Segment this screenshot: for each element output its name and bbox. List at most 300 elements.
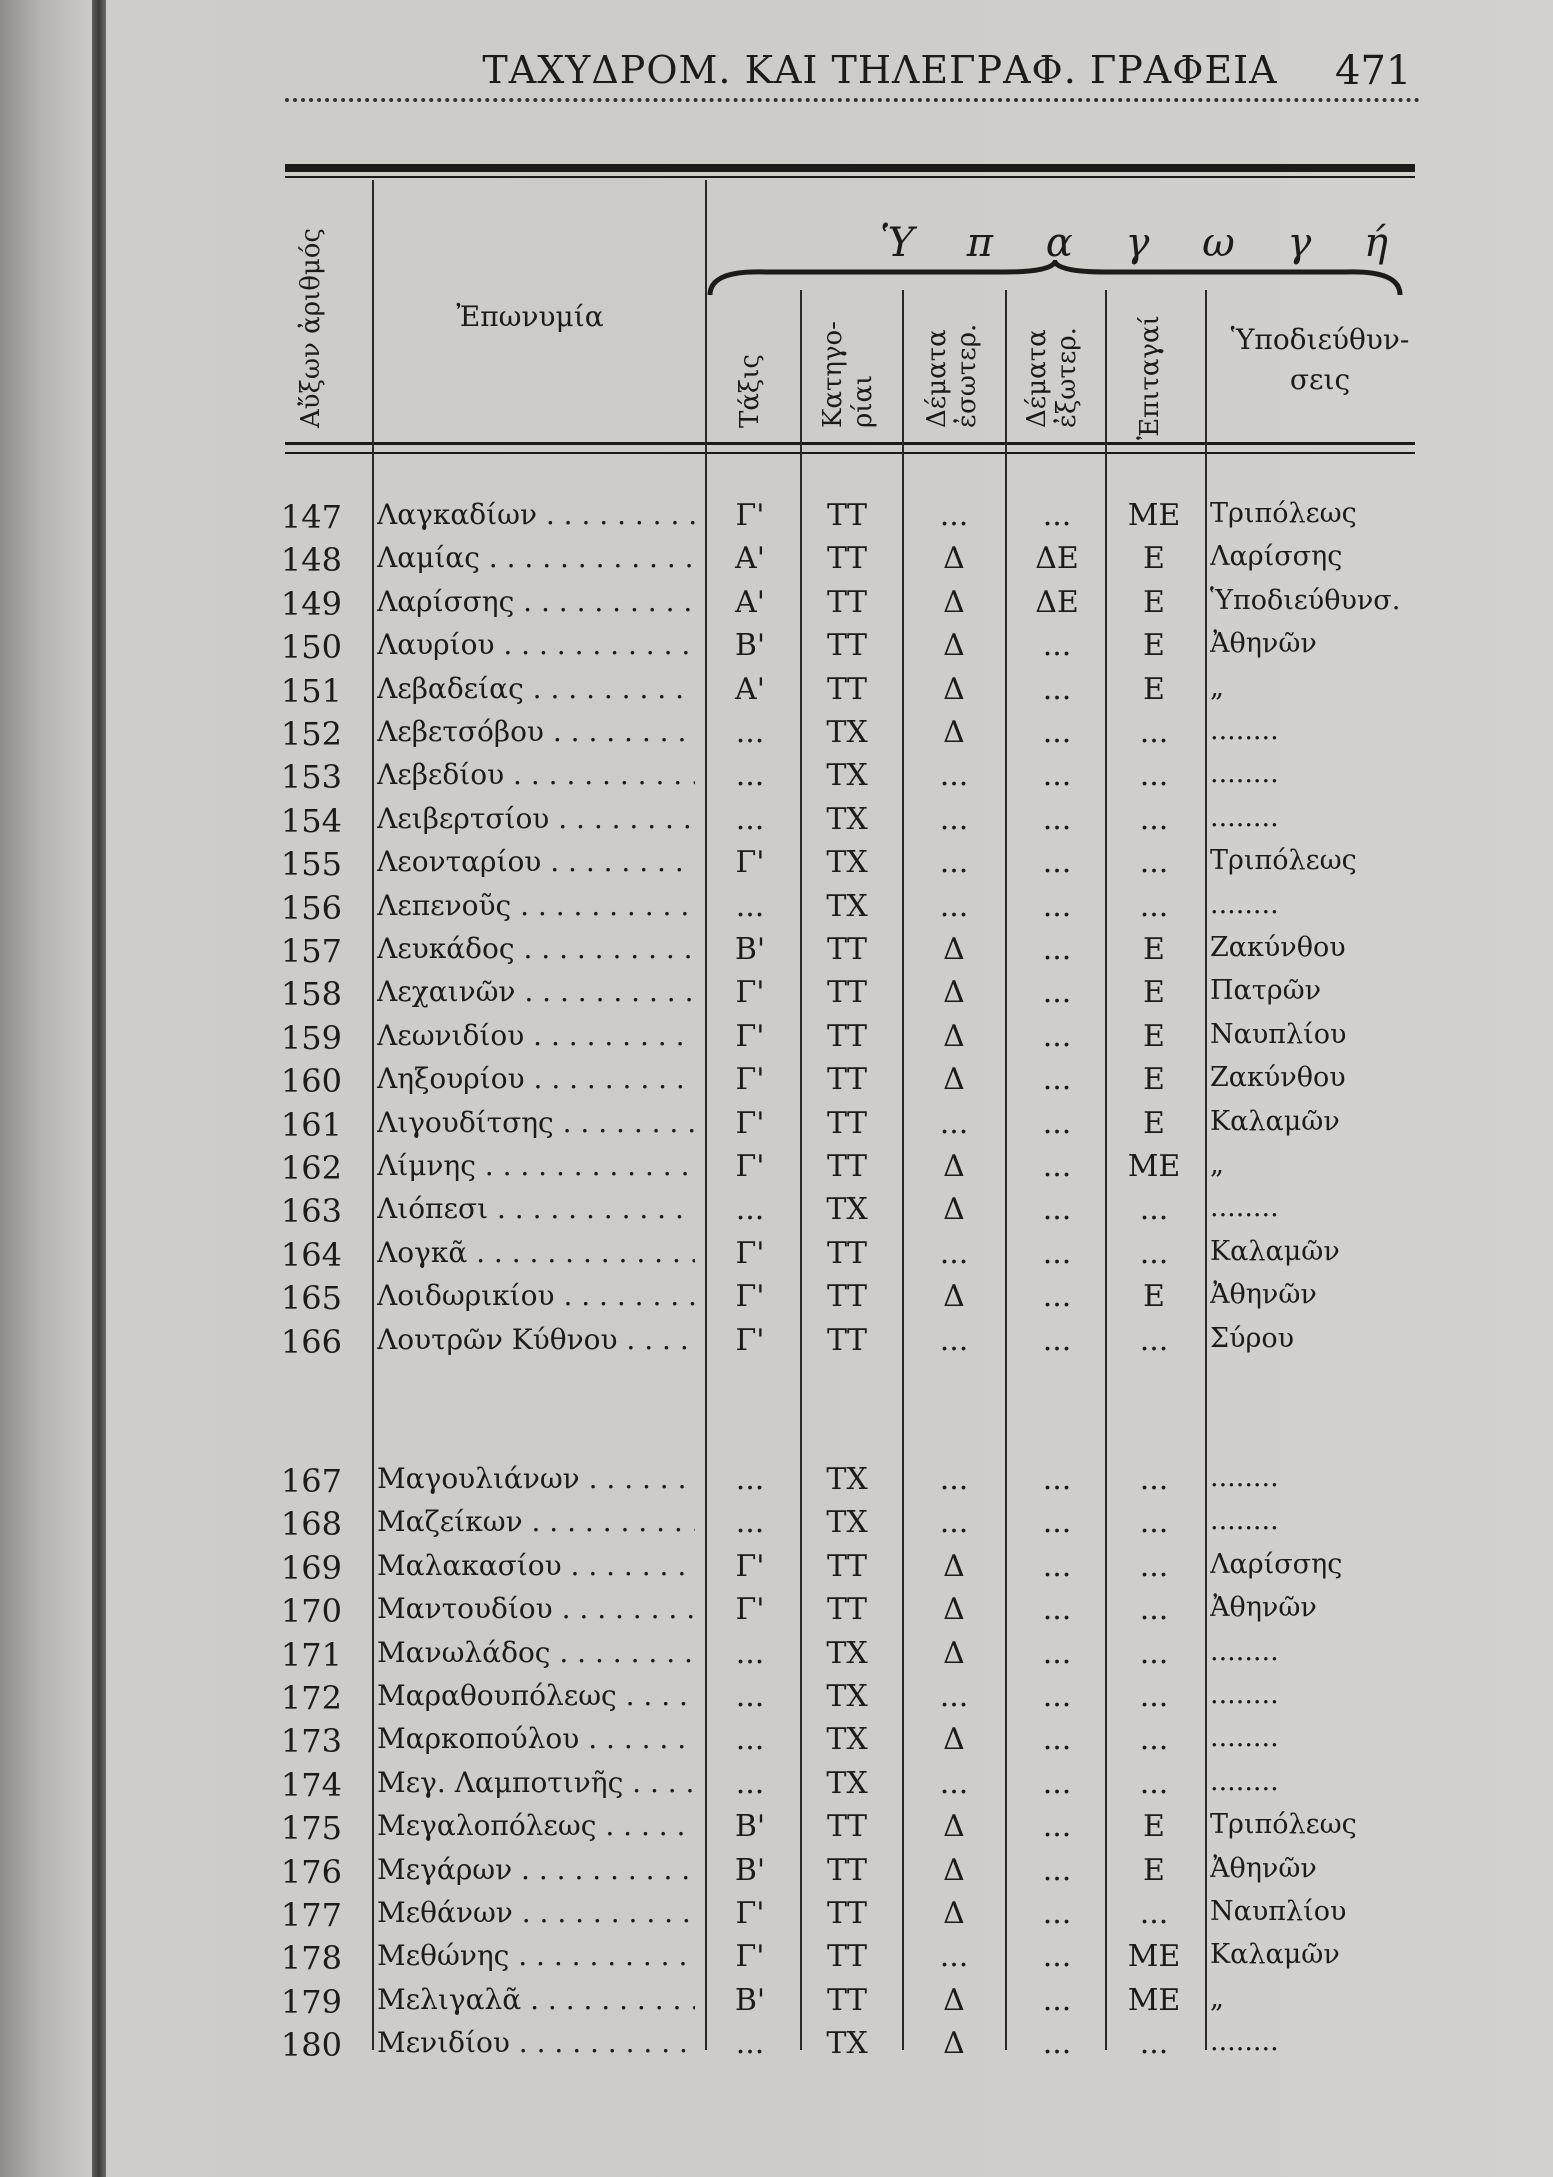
serial-number-cell: 175	[280, 1809, 342, 1848]
table-row	[0, 1896, 1553, 1936]
category-cell: ΤΧ	[826, 1722, 868, 1758]
table-row	[0, 975, 1553, 1015]
money-orders-cell: Ε	[1143, 932, 1165, 967]
table-row	[0, 1809, 1553, 1849]
subdirectorate-cell: ........	[1210, 1679, 1279, 1710]
category-cell: ΤΧ	[826, 1679, 868, 1714]
money-orders-cell: ...	[1139, 1322, 1169, 1358]
taxis-cell: ...	[735, 1635, 765, 1671]
taxis-cell: ...	[735, 2026, 765, 2062]
category-cell: ΤΤ	[826, 932, 868, 967]
serial-number-cell: 151	[280, 671, 342, 710]
subdirectorate-cell: Ζακύνθου	[1210, 1062, 1346, 1094]
table-row	[0, 932, 1553, 972]
parcels-foreign-cell: ...	[1042, 932, 1072, 967]
serial-number-cell: 176	[280, 1852, 342, 1891]
table-row	[0, 1279, 1553, 1319]
column-header-name: Ἐπωνυμία	[456, 300, 604, 333]
name-cell: Λεβεδίου . . .	[377, 758, 695, 791]
parcels-foreign-cell: ΔΕ	[1035, 541, 1079, 577]
money-orders-cell: Ε	[1143, 1062, 1165, 1098]
parcels-domestic-cell: Δ	[943, 715, 965, 750]
table-row	[0, 1106, 1553, 1146]
serial-number-cell: 169	[280, 1548, 342, 1587]
taxis-cell: Β'	[734, 1852, 766, 1888]
taxis-cell: ...	[735, 1679, 765, 1714]
header-bottom-rule	[285, 442, 1415, 445]
column-header-serial: Αὔξων ἀριθμός	[296, 228, 326, 428]
table-row	[0, 1323, 1553, 1363]
taxis-cell: ...	[735, 801, 765, 837]
parcels-foreign-cell: ...	[1042, 975, 1072, 1011]
parcels-foreign-cell: ...	[1042, 1765, 1072, 1801]
parcels-foreign-cell: ...	[1042, 758, 1072, 794]
category-cell: ΤΤ	[826, 541, 868, 577]
name-cell: Λεβετσόβου . . .	[377, 715, 695, 748]
page-number: 471	[1335, 48, 1412, 94]
parcels-foreign-cell: ...	[1042, 1592, 1072, 1628]
serial-number-cell: 171	[280, 1635, 342, 1674]
name-cell: Λαμίας . . .	[377, 541, 695, 574]
subdirectorate-cell: Πατρῶν	[1210, 975, 1322, 1007]
subdirectorate-cell: ........	[1210, 715, 1279, 746]
taxis-cell: ...	[735, 1722, 765, 1758]
taxis-cell: Γ'	[735, 845, 765, 881]
money-orders-cell: Ε	[1143, 671, 1165, 707]
name-cell: Μελιγαλᾶ . . .	[377, 1983, 695, 2016]
parcels-foreign-cell: ...	[1042, 1322, 1072, 1358]
table-top-rule	[285, 164, 1415, 172]
serial-number-cell: 150	[280, 628, 342, 667]
serial-number-cell: 147	[280, 498, 342, 536]
parcels-domestic-cell: ...	[939, 1679, 969, 1714]
category-cell: ΤΤ	[826, 1279, 868, 1315]
money-orders-cell: ...	[1139, 1548, 1169, 1584]
column-header-demata-eso: Δέματα ἐσωτερ.	[922, 323, 982, 428]
subdirectorate-cell: Τριπόλεως	[1210, 845, 1357, 877]
category-cell: ΤΤ	[826, 584, 868, 620]
name-cell: Λουτρῶν Κύθνου . . .	[377, 1323, 695, 1356]
taxis-cell: ...	[735, 888, 765, 924]
column-header-kategoriai: Κατηγο-ρίαι	[818, 321, 878, 428]
serial-number-cell: 179	[280, 1982, 342, 2021]
parcels-foreign-cell: ...	[1042, 1679, 1072, 1714]
category-cell: ΤΧ	[826, 1505, 868, 1541]
serial-number-cell: 173	[280, 1722, 342, 1761]
subdirectorate-cell: Καλαμῶν	[1210, 1235, 1340, 1267]
taxis-cell: Α'	[735, 671, 765, 707]
parcels-domestic-cell: Δ	[943, 584, 965, 620]
parcels-domestic-cell: Δ	[943, 628, 965, 664]
taxis-cell: Β'	[734, 932, 766, 967]
parcels-domestic-cell: Δ	[943, 1279, 965, 1315]
name-cell: Λεονταρίου . . .	[377, 845, 695, 878]
name-cell: Λεπενοῦς . . .	[377, 889, 695, 922]
name-cell: Λεωνιδίου . . .	[377, 1019, 695, 1052]
table-row	[0, 889, 1553, 929]
table-row	[0, 1853, 1553, 1893]
parcels-domestic-cell: Δ	[943, 541, 965, 577]
parcels-domestic-cell: Δ	[943, 932, 965, 967]
name-cell: Μαρκοπούλου . . .	[377, 1722, 695, 1755]
parcels-domestic-cell: Δ	[943, 1635, 965, 1671]
parcels-foreign-cell: ...	[1042, 1462, 1072, 1497]
name-cell: Λεβαδείας . . .	[377, 672, 695, 705]
parcels-foreign-cell: ...	[1042, 1635, 1072, 1671]
parcels-foreign-cell: ...	[1042, 888, 1072, 924]
serial-number-cell: 161	[280, 1105, 342, 1144]
subdirectorate-cell: ........	[1210, 1722, 1279, 1754]
taxis-cell: Α'	[735, 584, 765, 620]
table-row	[0, 1019, 1553, 1059]
name-cell: Μανωλάδος . . .	[377, 1636, 695, 1669]
parcels-foreign-cell: ...	[1042, 2026, 1072, 2062]
name-cell: Μαζείκων . . .	[377, 1505, 695, 1538]
parcels-foreign-cell: ...	[1042, 498, 1072, 533]
parcels-foreign-cell: ...	[1042, 715, 1072, 750]
category-cell: ΤΤ	[826, 1896, 868, 1931]
parcels-domestic-cell: Δ	[943, 1149, 965, 1184]
money-orders-cell: ...	[1139, 1635, 1169, 1671]
serial-number-cell: 178	[280, 1939, 342, 1978]
parcels-foreign-cell: ...	[1042, 1149, 1072, 1184]
parcels-foreign-cell: ...	[1042, 1896, 1072, 1931]
money-orders-cell: Ε	[1143, 975, 1165, 1011]
parcels-domestic-cell: Δ	[943, 1062, 965, 1098]
parcels-foreign-cell: ...	[1042, 1505, 1072, 1541]
category-cell: ΤΧ	[826, 715, 868, 750]
taxis-cell: ...	[735, 1462, 765, 1497]
parcels-domestic-cell: ...	[939, 1505, 969, 1541]
table-row	[0, 1983, 1553, 2023]
table-row	[0, 845, 1553, 885]
table-row	[0, 1192, 1553, 1232]
table-row	[0, 498, 1553, 538]
subdirectorate-cell: ........	[1210, 888, 1279, 920]
money-orders-cell: ...	[1139, 801, 1169, 837]
name-cell: Μαντουδίου . . .	[377, 1592, 695, 1625]
taxis-cell: Γ'	[735, 1322, 765, 1358]
subdirectorate-cell: Ζακύνθου	[1210, 932, 1346, 963]
taxis-cell: Γ'	[735, 1939, 765, 1975]
table-row	[0, 672, 1553, 712]
parcels-domestic-cell: ...	[939, 801, 969, 837]
category-cell: ΤΤ	[826, 671, 868, 707]
table-row	[0, 541, 1553, 581]
table-row	[0, 628, 1553, 668]
taxis-cell: ...	[735, 1765, 765, 1801]
name-cell: Μενιδίου . . .	[377, 2026, 695, 2059]
name-cell: Λευκάδος . . .	[377, 932, 695, 965]
table-row	[0, 1636, 1553, 1676]
category-cell: ΤΧ	[826, 1765, 868, 1801]
parcels-domestic-cell: Δ	[943, 1852, 965, 1888]
table-row	[0, 1939, 1553, 1979]
category-cell: ΤΤ	[826, 1939, 868, 1975]
subdirectorate-cell: ........	[1210, 2026, 1279, 2058]
category-cell: ΤΤ	[826, 1062, 868, 1098]
category-cell: ΤΤ	[826, 1982, 868, 2018]
serial-number-cell: 159	[280, 1018, 342, 1057]
money-orders-cell: ...	[1139, 1679, 1169, 1714]
name-cell: Λαρίσσης . . .	[377, 585, 695, 618]
parcels-domestic-cell: Δ	[943, 671, 965, 707]
subdirectorate-cell: „	[1210, 1149, 1224, 1180]
money-orders-cell: Ε	[1143, 1279, 1165, 1315]
money-orders-cell: ...	[1139, 1765, 1169, 1801]
money-orders-cell: ...	[1139, 845, 1169, 881]
money-orders-cell: ΜΕ	[1127, 1939, 1181, 1975]
serial-number-cell: 170	[280, 1592, 342, 1631]
serial-number-cell: 172	[280, 1679, 342, 1717]
parcels-domestic-cell: Δ	[943, 1192, 965, 1228]
name-cell: Λαγκαδίων . . .	[377, 498, 695, 531]
dotted-rule	[285, 98, 1420, 102]
column-header-epitagai: Ἐπιταγαί	[1135, 315, 1165, 440]
parcels-domestic-cell: ...	[939, 845, 969, 881]
parcels-domestic-cell: Δ	[943, 1018, 965, 1054]
table-row	[0, 1592, 1553, 1632]
serial-number-cell: 158	[280, 975, 342, 1014]
serial-number-cell: 152	[280, 715, 342, 753]
subdirectorate-cell: „	[1210, 671, 1224, 703]
subdirectorate-cell: ........	[1210, 758, 1279, 790]
parcels-domestic-cell: ...	[939, 888, 969, 924]
taxis-cell: Α'	[735, 541, 765, 577]
taxis-cell: Γ'	[735, 1235, 765, 1271]
money-orders-cell: Ε	[1143, 1105, 1165, 1141]
serial-number-cell: 166	[280, 1322, 342, 1361]
column-header-demata-exo: Δέματα ἐξωτερ.	[1022, 327, 1082, 428]
subdirectorate-cell: Τριπόλεως	[1210, 498, 1357, 529]
category-cell: ΤΤ	[826, 628, 868, 664]
taxis-cell: Γ'	[735, 1279, 765, 1315]
table-row	[0, 1505, 1553, 1545]
table-row	[0, 585, 1553, 625]
table-row	[0, 1679, 1553, 1719]
parcels-domestic-cell: Δ	[943, 1548, 965, 1584]
parcels-foreign-cell: ...	[1042, 1939, 1072, 1975]
taxis-cell: Γ'	[735, 1896, 765, 1931]
taxis-cell: Γ'	[735, 1062, 765, 1098]
taxis-cell: Γ'	[735, 1592, 765, 1628]
name-cell: Λιόπεσι . . .	[377, 1192, 695, 1225]
money-orders-cell: ...	[1139, 1896, 1169, 1931]
parcels-foreign-cell: ...	[1042, 1062, 1072, 1098]
serial-number-cell: 154	[280, 801, 342, 840]
parcels-domestic-cell: ...	[939, 498, 969, 533]
money-orders-cell: ΜΕ	[1127, 1982, 1181, 2018]
taxis-cell: ...	[735, 715, 765, 750]
name-cell: Μαλακασίου . . .	[377, 1549, 695, 1582]
parcels-foreign-cell: ...	[1042, 1235, 1072, 1271]
parcels-foreign-cell: ...	[1042, 671, 1072, 707]
subdirectorate-cell: Λαρίσσης	[1210, 1548, 1343, 1580]
parcels-domestic-cell: ...	[939, 1105, 969, 1141]
parcels-foreign-cell: ...	[1042, 1809, 1072, 1845]
taxis-cell: Γ'	[735, 1548, 765, 1584]
subdirectorate-cell: Ναυπλίου	[1210, 1896, 1347, 1927]
name-cell: Μαγουλιάνων . . .	[377, 1462, 695, 1495]
serial-number-cell: 149	[280, 584, 342, 623]
category-cell: ΤΤ	[826, 1105, 868, 1141]
money-orders-cell: Ε	[1143, 1018, 1165, 1054]
subdirectorate-cell: „	[1210, 1982, 1224, 2014]
category-cell: ΤΤ	[826, 1852, 868, 1888]
money-orders-cell: ...	[1139, 1505, 1169, 1541]
category-cell: ΤΧ	[826, 1462, 868, 1497]
subdirectorate-cell: Ἀθηνῶν	[1210, 1592, 1317, 1624]
subdirectorate-cell: Ἀθηνῶν	[1210, 1852, 1317, 1884]
money-orders-cell: ...	[1139, 715, 1169, 750]
taxis-cell: Γ'	[735, 975, 765, 1011]
serial-number-cell: 168	[280, 1505, 342, 1544]
taxis-cell: Β'	[734, 1809, 766, 1845]
table-row	[0, 758, 1553, 798]
name-cell: Λογκᾶ . . .	[377, 1236, 695, 1269]
subdirectorate-cell: Ἀθηνῶν	[1210, 1279, 1317, 1311]
name-cell: Λιγουδίτσης . . .	[377, 1106, 695, 1139]
subdirectorate-cell: ........	[1210, 1635, 1279, 1667]
parcels-foreign-cell: ...	[1042, 1982, 1072, 2018]
taxis-cell: ...	[735, 1192, 765, 1228]
money-orders-cell: ...	[1139, 1235, 1169, 1271]
table-row	[0, 1236, 1553, 1276]
money-orders-cell: ΜΕ	[1127, 498, 1181, 533]
category-cell: ΤΤ	[826, 1235, 868, 1271]
column-header-taxis: Τάξις	[735, 354, 765, 428]
parcels-domestic-cell: Δ	[943, 1809, 965, 1845]
subdirectorate-cell: ........	[1210, 801, 1279, 833]
group-title: Ὑ π α γ ω γ ή	[880, 220, 1409, 266]
category-cell: ΤΤ	[826, 498, 868, 533]
parcels-foreign-cell: ...	[1042, 1852, 1072, 1888]
parcels-foreign-cell: ...	[1042, 1279, 1072, 1315]
serial-number-cell: 165	[280, 1279, 342, 1318]
parcels-foreign-cell: ...	[1042, 628, 1072, 664]
table-row	[0, 2026, 1553, 2066]
taxis-cell: ...	[735, 1505, 765, 1541]
subdirectorate-cell: ........	[1210, 1192, 1279, 1224]
parcels-foreign-cell: ...	[1042, 1548, 1072, 1584]
table-top-rule-thin	[285, 176, 1415, 178]
parcels-domestic-cell: ...	[939, 1235, 969, 1271]
category-cell: ΤΧ	[826, 845, 868, 881]
table-row	[0, 1062, 1553, 1102]
parcels-domestic-cell: Δ	[943, 1722, 965, 1758]
name-cell: Ληξουρίου . . .	[377, 1062, 695, 1095]
name-cell: Μεθώνης . . .	[377, 1939, 695, 1972]
table-row	[0, 715, 1553, 755]
taxis-cell: Β'	[734, 1982, 766, 2018]
name-cell: Λαυρίου . . .	[377, 628, 695, 661]
serial-number-cell: 164	[280, 1235, 342, 1274]
category-cell: ΤΤ	[826, 1018, 868, 1054]
serial-number-cell: 155	[280, 845, 342, 884]
table-row	[0, 1462, 1553, 1502]
category-cell: ΤΤ	[826, 1149, 868, 1184]
parcels-foreign-cell: ΔΕ	[1035, 584, 1079, 620]
serial-number-cell: 177	[280, 1896, 342, 1934]
subdirectorate-cell: ........	[1210, 1765, 1279, 1797]
table-row	[0, 1766, 1553, 1806]
parcels-domestic-cell: Δ	[943, 1896, 965, 1931]
parcels-domestic-cell: ...	[939, 758, 969, 794]
subdirectorate-cell: ........	[1210, 1462, 1279, 1493]
taxis-cell: Γ'	[735, 1149, 765, 1184]
parcels-domestic-cell: ...	[939, 1939, 969, 1975]
category-cell: ΤΧ	[826, 2026, 868, 2062]
serial-number-cell: 180	[280, 2026, 342, 2065]
money-orders-cell: ...	[1139, 758, 1169, 794]
name-cell: Λειβερτσίου . . .	[377, 802, 695, 835]
category-cell: ΤΧ	[826, 888, 868, 924]
running-title: ΤΑΧΥΔΡΟΜ. ΚΑΙ ΤΗΛΕΓΡΑΦ. ΓΡΑΦΕΙΑ	[482, 48, 1278, 92]
parcels-domestic-cell: ...	[939, 1462, 969, 1497]
category-cell: ΤΧ	[826, 1635, 868, 1671]
taxis-cell: Β'	[734, 628, 766, 664]
serial-number-cell: 160	[280, 1062, 342, 1101]
money-orders-cell: ...	[1139, 888, 1169, 924]
parcels-domestic-cell: Δ	[943, 2026, 965, 2062]
serial-number-cell: 163	[280, 1192, 342, 1231]
table-row	[0, 1549, 1553, 1589]
money-orders-cell: Ε	[1143, 584, 1165, 620]
serial-number-cell: 174	[280, 1765, 342, 1804]
name-cell: Μεγάρων . . .	[377, 1853, 695, 1886]
name-cell: Μεγαλοπόλεως . . .	[377, 1809, 695, 1842]
subdirectorate-cell: Σύρου	[1210, 1322, 1295, 1354]
serial-number-cell: 156	[280, 888, 342, 927]
money-orders-cell: Ε	[1143, 628, 1165, 664]
subdirectorate-cell: ........	[1210, 1505, 1279, 1537]
parcels-foreign-cell: ...	[1042, 1105, 1072, 1141]
parcels-foreign-cell: ...	[1042, 1722, 1072, 1758]
name-cell: Μαραθουπόλεως . . .	[377, 1679, 695, 1712]
subdirectorate-cell: Ναυπλίου	[1210, 1018, 1347, 1050]
category-cell: ΤΤ	[826, 1548, 868, 1584]
name-cell: Μεγ. Λαμποτινῆς . . .	[377, 1766, 695, 1799]
table-row	[0, 802, 1553, 842]
taxis-cell: Γ'	[735, 498, 765, 533]
subdirectorate-cell: Ὑποδιεύθυνσ.	[1210, 584, 1401, 616]
category-cell: ΤΤ	[826, 1809, 868, 1845]
subdirectorate-cell: Καλαμῶν	[1210, 1939, 1340, 1971]
name-cell: Μεθάνων . . .	[377, 1896, 695, 1929]
subdirectorate-cell: Τριπόλεως	[1210, 1809, 1357, 1841]
category-cell: ΤΧ	[826, 758, 868, 794]
money-orders-cell: ...	[1139, 1592, 1169, 1628]
parcels-domestic-cell: ...	[939, 1322, 969, 1358]
parcels-foreign-cell: ...	[1042, 1192, 1072, 1228]
serial-number-cell: 167	[280, 1462, 342, 1500]
name-cell: Λίμνης . . .	[377, 1149, 695, 1182]
serial-number-cell: 157	[280, 932, 342, 970]
money-orders-cell: ...	[1139, 1462, 1169, 1497]
parcels-foreign-cell: ...	[1042, 845, 1072, 881]
money-orders-cell: ΜΕ	[1127, 1149, 1181, 1184]
taxis-cell: ...	[735, 758, 765, 794]
name-cell: Λεχαινῶν . . .	[377, 975, 695, 1008]
money-orders-cell: Ε	[1143, 1852, 1165, 1888]
parcels-foreign-cell: ...	[1042, 801, 1072, 837]
subdirectorate-cell: Ἀθηνῶν	[1210, 628, 1317, 660]
category-cell: ΤΤ	[826, 975, 868, 1011]
taxis-cell: Γ'	[735, 1018, 765, 1054]
money-orders-cell: ...	[1139, 1722, 1169, 1758]
category-cell: ΤΧ	[826, 801, 868, 837]
category-cell: ΤΤ	[826, 1592, 868, 1628]
